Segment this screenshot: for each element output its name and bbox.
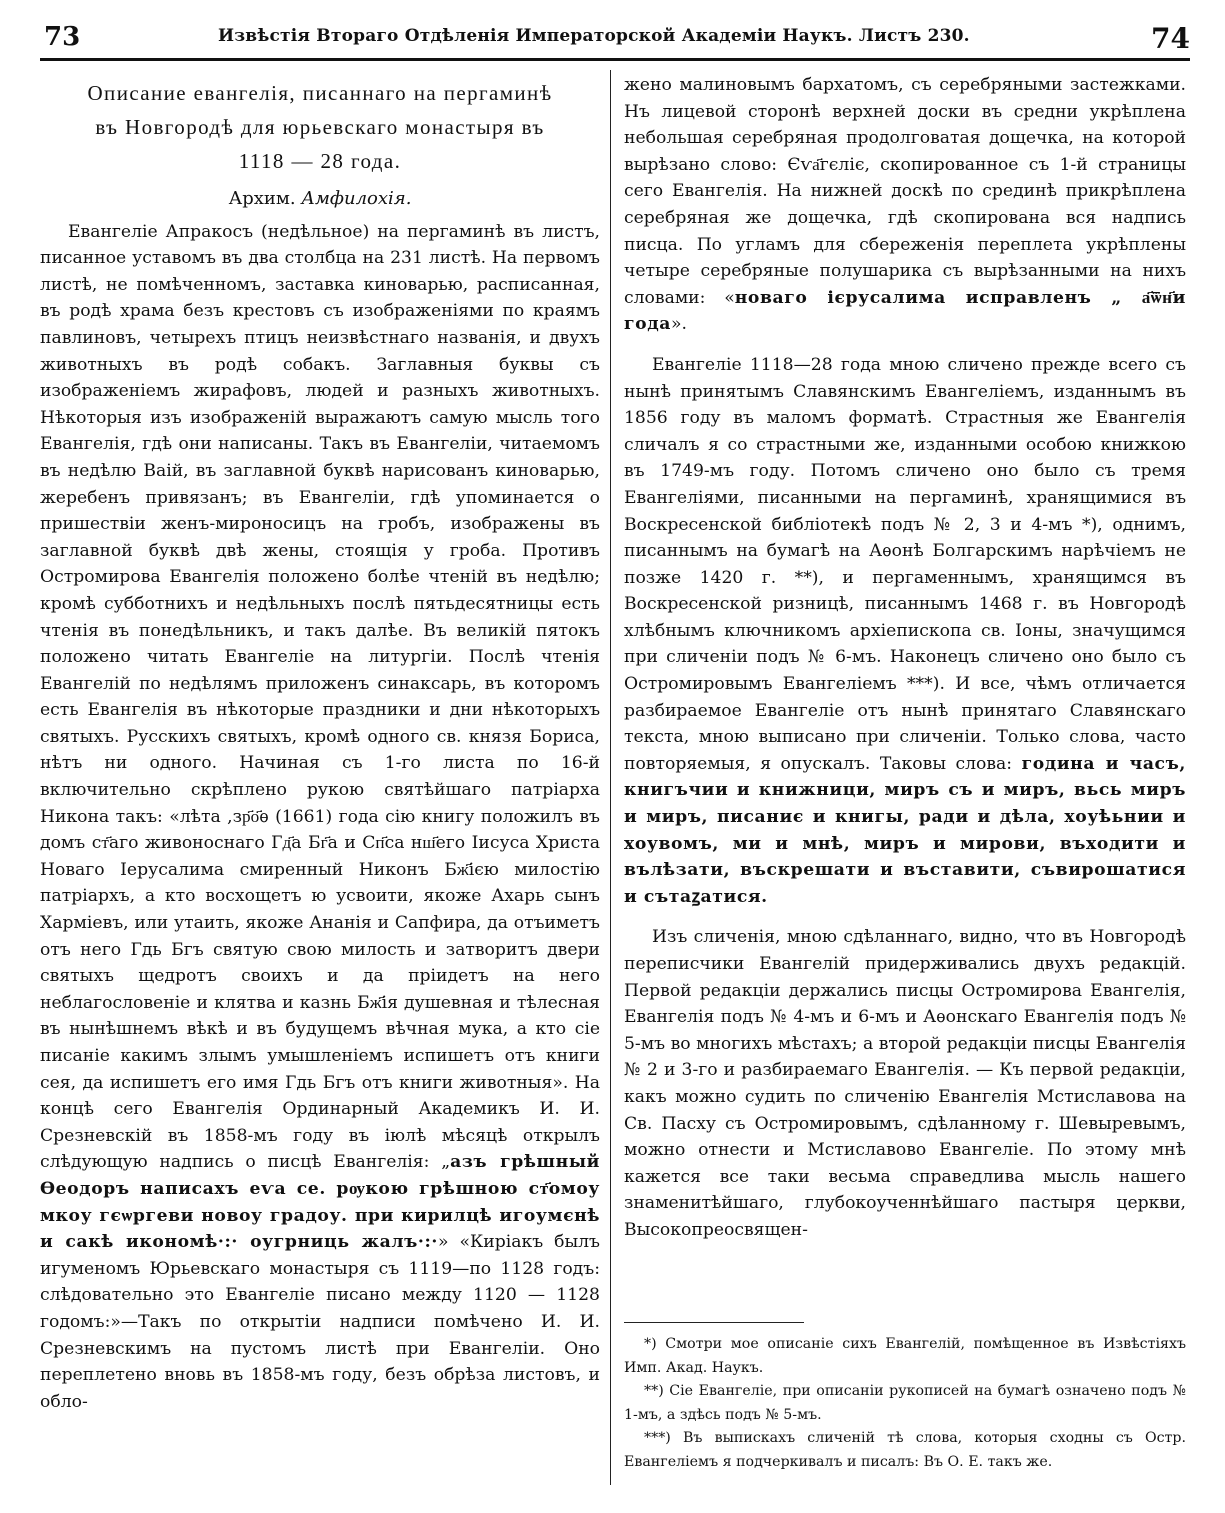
slavonic-inscription: азъ грѣшный Ѳеодоръ написахъ еѵа се. рѹкою грѣшною ст҃омоу мкоу гєѡргеви новоу градоу. при кирилцѣ игоумєнѣ и сакѣ икономѣ·:· оугрниць жалъ·:· [40, 1152, 600, 1253]
body-paragraph [40, 219, 600, 1416]
article-title [40, 76, 600, 178]
title-line: въ Новгородѣ для юрьевскаго монастыря въ [95, 115, 545, 139]
footnote: ***) Въ выпискахъ сличеній тѣ слова, которыя сходны съ Остр. Евангеліемъ я подчеркивалъ и писалъ: Въ О. Е. такъ же. [624, 1430, 1186, 1470]
author-prefix: Архим. [228, 188, 296, 209]
page-number-right: 74 [1151, 22, 1190, 55]
title-line: Описание евангелія, писаннаго на пергаминѣ [87, 81, 553, 105]
running-header [40, 22, 1190, 61]
body-paragraph [624, 352, 1186, 910]
left-column [40, 72, 600, 1415]
paragraph-text: ». [671, 314, 687, 335]
body-paragraph [624, 72, 1186, 338]
paragraph-text: Евангеліе 1118—28 года мною сличено прежде всего съ нынѣ принятымъ Славянскимъ Евангеліемъ, изданнымъ въ 1856 году въ маломъ форматѣ. Страстныя же Евангелія сличалъ я со страстными же, изданными особою книжкою въ 1749-мъ году. Потомъ сличено оно было съ тремя Евангеліями, писанными на пергаминѣ, хранящимися въ Воскресенской библіотекѣ подъ № 2, 3 и 4-мъ *), однимъ, писаннымъ на бумагѣ на Аѳонѣ Болгарскимъ нарѣчіемъ не позже 1420 г. **), и пергаменнымъ, хранящимся въ Воскресенской ризницѣ, писаннымъ 1468 г. въ Новгородѣ хлѣбнымъ ключникомъ архіепископа св. Іоны, значущимся при сличеніи подъ № 6-мъ. Наконецъ сличено оно было съ Остромировымъ Евангеліемъ ***). И все, чѣмъ отличается разбираемое Евангеліе отъ нынѣ принятаго Славянскаго текста, мною выписано при сличеніи. Только слова, часто повторяемыя, я опускалъ. Таковы слова: [624, 354, 1186, 774]
page-number-left: 73 [44, 22, 81, 52]
paragraph-text: » «Киріакъ былъ игуменомъ Юрьевскаго монастыря съ 1119—по 1128 годъ: слѣдовательно это Евангеліе писано между 1120 — 1128 годомъ:»—Такъ по открытіи надписи помѣчено И. И. Срезневскимъ на пустомъ листѣ при Евангеліи. Оно переплетено вновь въ 1858-мъ году, безъ обрѣза листовъ, и обло- [40, 1232, 600, 1412]
footnote: *) Смотри мое описаніе сихъ Евангелій, помѣщенное въ Извѣстіяхъ Имп. Акад. Наукъ. [624, 1336, 1186, 1376]
body-paragraph: Изъ сличенія, мною сдѣланнаго, видно, что въ Новгородѣ переписчики Евангелій придерживались двухъ редакцій. Первой редакціи держались писцы Остромирова Евангелія, Евангелія подъ № 4-мъ и 6-мъ и Аѳонскаго Евангелія подъ № 5-мъ во многихъ мѣстахъ; а второй редакціи писцы Евангелія № 2 и 3-го и разбираемаго Евангелія. — Къ первой редакціи, какъ можно судить по сличенію Евангелія Мстиславова на Св. Пасху съ Остромировымъ, сдѣланному г. Шевыревымъ, можно отнести и Мстиславово Евангеліе. По этому мнѣ кажется все таки весьма справедлива мысль нашего знаменитѣйшаго, глубокоученнѣйшаго пастыря церкви, Высокопреосвящен- [624, 927, 1186, 1240]
footnote-rule [624, 1322, 804, 1323]
author-line [40, 186, 600, 213]
slavonic-inscription: новаго ієрусалима исправленъ „ а҃ѿн҃и года [624, 287, 1186, 335]
footnotes [624, 1322, 1186, 1474]
author-name: Амфилохія. [301, 188, 412, 209]
column-divider [610, 70, 611, 1485]
title-line: 1118 — 28 года. [238, 149, 402, 173]
footnote: **) Сіе Евангеліе, при описаніи рукописей на бумагѣ означено подъ № 1-мъ, а здѣсь подъ № 5-мъ. [624, 1383, 1186, 1423]
paragraph-text: Евангеліе Апракосъ (недѣльное) на пергаминѣ въ листъ, писанное уставомъ въ два столбца на 231 листѣ. На первомъ листѣ, не помѣченномъ, заставка киноварью, расписанная, въ родѣ храма безъ крестовъ съ изображеніями по краямъ павлиновъ, четырехъ птицъ неизвѣстнаго названія, и двухъ животныхъ въ родѣ собакъ. Заглавныя буквы съ изображеніемъ жирафовъ, людей и разныхъ животныхъ. Нѣкоторыя изъ изображеній выражаютъ самую мысль того Евангелія, гдѣ они написаны. Такъ въ Евангеліи, читаемомъ въ недѣлю Ваій, въ заглавной буквѣ нарисованъ киноварью, жеребенъ привязанъ; въ Евангеліи, гдѣ упоминается о пришествіи женъ-мироносицъ на гробъ, изображены въ заглавной буквѣ двѣ жены, стоящія у гроба. Противъ Остромирова Евангелія положено болѣе чтеній въ недѣлю; кромѣ субботнихъ и недѣльныхъ послѣ пятьдесятницы есть чтенія въ понедѣльникъ, и такъ далѣе. Въ великій пятокъ положено читать Евангеліе на литургіи. Послѣ чтенія Евангелій по недѣлямъ приложенъ синаксарь, въ которомъ есть Евангелія въ нѣкоторые праздники и дни нѣкоторыхъ святыхъ. Русскихъ святыхъ, кромѣ одного св. князя Бориса, нѣтъ ни одного. Начиная съ 1-го листа по 16-й включительно скрѣплено рукою святѣйшаго патріарха Никона такъ: «лѣта ,зр҃о҃ѳ (1661) года сію книгу положилъ въ домъ ст҃аго живоноснаго Гд҃а Бг҃а и Сп҃са нш҃его Іисуса Христа Новаго Іерусалима смиренный Никонъ Бж҃ією милостію патріархъ, а кто восхощетъ ю усвоити, якоже Ахарь сынъ Харміевъ, или утаить, якоже Ананія и Сапфира, да отъиметъ отъ него Гдь Бгъ святую свою милость и затворитъ двери святыхъ щедротъ своихъ и да пріидетъ на него неблагословеніе и клятва и казнь Бж҃ія душевная и тѣлесная въ нынѣшнемъ вѣкѣ и въ будущемъ вѣчная мука, а кто сіе писаніе какимъ злымъ умышленіемъ испишетъ отъ книги сея, да испишетъ его имя Гдь Бгъ отъ книги животныя». На концѣ сего Евангелія Ординарный Академикъ И. И. Срезневскій въ 1858-мъ году въ іюлѣ мѣсяцѣ открылъ слѣдующую надпись о писцѣ Евангелія: „ [40, 221, 600, 1173]
right-column [624, 72, 1186, 1244]
running-title: Извѣстія Втораго Отдѣленія Императорской Академіи Наукъ. Листъ 230. [218, 26, 970, 46]
slavonic-word-list: годинa и часъ, книгъчии и книжници, миръ съ и миръ, вьсь миръ и миръ, писаниє и книгы, ради и дѣла, хоуѣьнии и хоувомъ, ми и мнѣ, миръ и мирови, въходити и вълѣзати, въскрешати и въставити, съвирошатися и сътаꙁатися. [624, 753, 1186, 907]
paragraph-text: жено малиновымъ бархатомъ, съ серебряными застежками. Нъ лицевой сторонѣ верхней доски въ средни укрѣплена небольшая серебряная продолговатая дощечка, на которой вырѣзано слово: Єѵа҃гєліє, скопированное съ 1-й страницы сего Евангелія. На нижней доскѣ по срединѣ прикрѣплена серебряная же дощечка, гдѣ скопирована вся надпись писца. По угламъ для сбереженія переплета укрѣплены четыре серебряные полушарика съ вырѣзанными на нихъ словами: « [624, 75, 1186, 308]
